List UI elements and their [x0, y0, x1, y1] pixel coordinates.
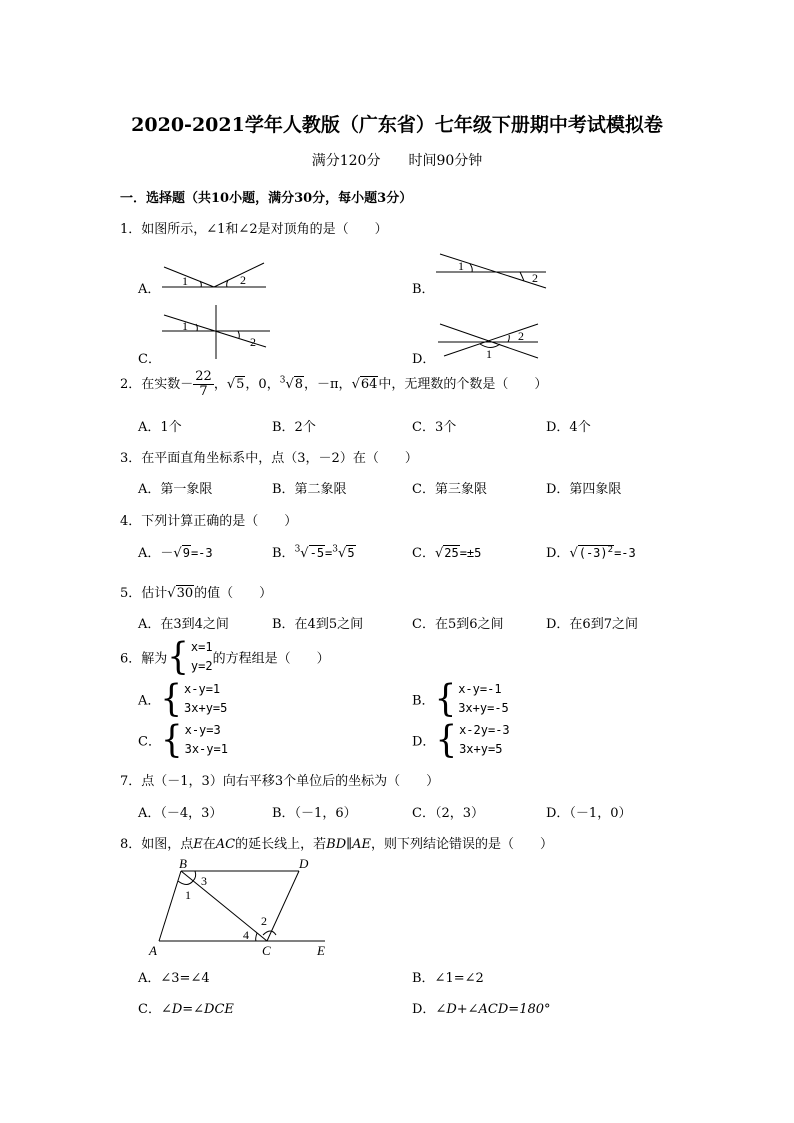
q1b-angle2-label: 2 [532, 271, 538, 285]
q6-option-b[interactable]: B．{ x-y=-1 3x+y=-5 [412, 677, 509, 721]
q8-option-b[interactable]: B．∠1=∠2 [412, 971, 484, 986]
q7-option-b[interactable]: B．（－1，6） [272, 806, 357, 821]
q8-angle3: 3 [201, 874, 207, 888]
q8-angle2: 2 [261, 914, 267, 928]
q2-cbrt8: $^3$√8 [279, 375, 304, 392]
q4-stem: 4．下列计算正确的是（ ） [120, 514, 298, 529]
q1-option-a-figure [160, 255, 270, 295]
q6-option-a[interactable]: A．{ x-y=1 3x+y=5 [138, 677, 228, 721]
section-heading: 一．选择题（共10小题，满分30分，每小题3分） [120, 191, 413, 206]
q4-option-c[interactable]: C．√25=±5 [412, 546, 482, 561]
q1c-angle2-label: 2 [250, 335, 256, 349]
q7-option-a[interactable]: A．（－4，3） [138, 806, 223, 821]
q6-option-d[interactable]: D．{ x-2y=-3 3x+y=5 [412, 718, 510, 762]
q2-suffix: 中，无理数的个数是（ ） [378, 377, 548, 392]
q5-option-a[interactable]: A．在3到4之间 [138, 617, 229, 632]
q2-mid2: ，－π， [304, 377, 352, 392]
q3-option-a[interactable]: A．第一象限 [138, 482, 213, 497]
q4-option-d[interactable]: D．$√(-3)^2=-3$ [546, 545, 636, 561]
q8-label-b: B [179, 856, 187, 871]
q2-option-d[interactable]: D．4个 [546, 420, 591, 435]
q3-option-d[interactable]: D．第四象限 [546, 482, 622, 497]
q1-option-d-figure [434, 318, 544, 364]
q2-option-c[interactable]: C．3个 [412, 420, 457, 435]
q7-option-c[interactable]: C．（2，3） [412, 806, 484, 821]
q1-option-b-label[interactable]: B． [412, 282, 435, 297]
q8-label-c: C [262, 943, 271, 958]
q2-sqrt64: √64 [351, 377, 378, 392]
q2-sep: ， [213, 377, 227, 392]
q5-option-b[interactable]: B．在4到5之间 [272, 617, 364, 632]
q8-label-d: D [299, 856, 309, 871]
q8-angle4: 4 [243, 928, 249, 942]
q1-option-b-figure [434, 248, 554, 292]
q1d-angle2-label: 2 [518, 329, 524, 343]
q7-option-d[interactable]: D．（－1，0） [546, 806, 632, 821]
q5-option-d[interactable]: D．在6到7之间 [546, 617, 638, 632]
q6-stem: 6．解为{ x=1 y=2 的方程组是（ ） [120, 635, 330, 679]
q1a-angle1-label: 1 [182, 274, 188, 288]
q4-option-b[interactable]: B．$^3$√-5=$^3$√5 [272, 544, 355, 561]
q2-prefix: 2．在实数－ [120, 377, 194, 392]
q2-frac-numerator: 22 [195, 369, 212, 384]
q2-mid: ，0， [245, 377, 280, 392]
q1-option-c-label[interactable]: C． [138, 352, 161, 367]
q8-label-a: A [149, 943, 157, 958]
q2-option-a[interactable]: A．1个 [138, 420, 182, 435]
q2-fraction [193, 370, 214, 399]
q8-figure [145, 855, 335, 961]
q5-option-c[interactable]: C．在5到6之间 [412, 617, 504, 632]
q8-option-c[interactable]: C．∠D=∠DCE [138, 1002, 234, 1017]
page-title: 2020-2021学年人教版（广东省）七年级下册期中考试模拟卷 [131, 114, 663, 136]
q7-stem: 7．点（－1，3）向右平移3个单位后的坐标为（ ） [120, 774, 440, 789]
q8-option-d[interactable]: D．∠D+∠ACD=180° [412, 1002, 551, 1017]
q1-option-c-figure [160, 303, 275, 363]
q3-option-b[interactable]: B．第二象限 [272, 482, 347, 497]
q1b-angle1-label: 1 [458, 259, 464, 273]
q2-option-b[interactable]: B．2个 [272, 420, 316, 435]
q8-stem: 8．如图，点E在AC的延长线上，若BD∥AE，则下列结论错误的是（ ） [120, 837, 554, 852]
q1d-angle1-label: 1 [486, 347, 492, 361]
q2-sqrt5: √5 [226, 377, 245, 392]
q4-option-a[interactable]: A．－√9=-3 [138, 546, 213, 561]
exam-info: 满分120分 时间90分钟 [311, 153, 483, 169]
q2-frac-denominator: 7 [199, 384, 208, 399]
q2-stem [120, 370, 547, 399]
q8-option-a[interactable]: A．∠3=∠4 [138, 971, 210, 986]
q3-option-c[interactable]: C．第三象限 [412, 482, 487, 497]
q1c-angle1-label: 1 [182, 319, 188, 333]
q8-label-e: E [317, 943, 325, 958]
q6-option-c[interactable]: C．{ x-y=3 3x-y=1 [138, 718, 228, 762]
q3-stem: 3．在平面直角坐标系中，点（3，－2）在（ ） [120, 451, 418, 466]
q8-angle1: 1 [185, 888, 191, 902]
q1-option-a-label[interactable]: A． [138, 282, 161, 297]
q5-stem: 5．估计√30的值（ ） [120, 586, 273, 601]
q1a-angle2-label: 2 [240, 273, 246, 287]
q1-option-d-label[interactable]: D． [412, 352, 436, 367]
q1-stem: 1．如图所示，∠1和∠2是对顶角的是（ ） [120, 222, 388, 237]
